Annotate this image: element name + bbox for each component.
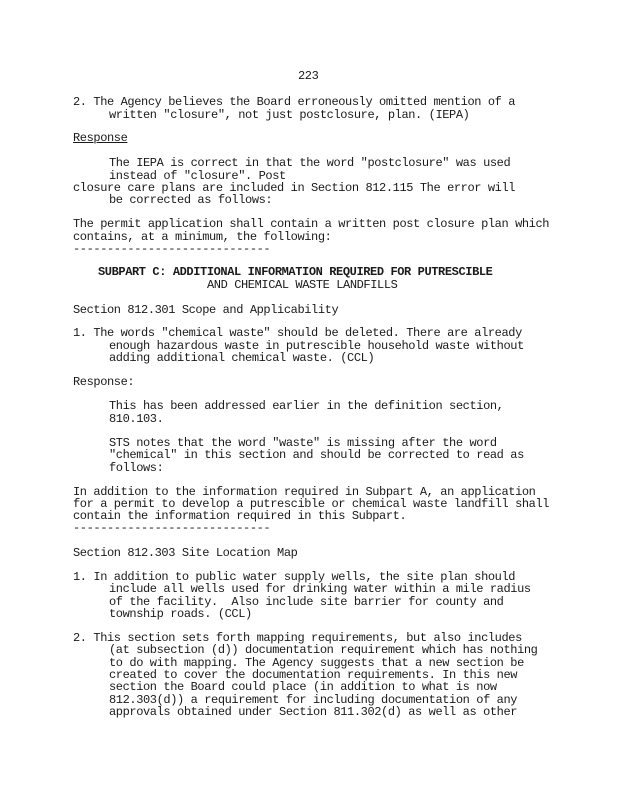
comment-2-line-2: written "closure", not just postclosure, plan. (IEPA) [109,108,470,122]
sec301-comment-line-2: enough hazardous waste in putrescible household waste without [109,339,524,353]
sec303-comment-2-line-7: approvals obtained under Section 811.302(d) as well as other [109,705,518,719]
sec301-amendment-rule: ----------------------------- [73,521,271,535]
response-line-2: instead of "closure". Post [109,169,286,183]
response-heading: Response [73,131,128,145]
amendment-rule: ----------------------------- [73,242,271,256]
sec303-comment-2-line-2: (at subsection (d)) documentation requirement which has nothing [109,643,538,657]
sec303-comment-1-line-2: include all wells used for drinking water within a mile radius [109,582,531,596]
amendment-line-1: The permit application shall contain a written post closure plan which [73,217,550,231]
comment-2-line-1: 2. The Agency believes the Board erroneously omitted mention of a [73,95,516,109]
sec303-comment-2-line-3: to do with mapping. The Agency suggests that a new section be [109,656,524,670]
page-number: 223 [298,69,319,83]
sec303-comment-2-line-6: 812.303(d)) a requirement for including documentation of any [109,693,518,707]
sec301-amendment-line-3: contain the information required in this Subpart. [73,509,407,523]
subpart-subtitle: AND CHEMICAL WASTE LANDFILLS [207,278,398,292]
sts-note-line-3: follows: [109,461,164,475]
sec301-response-line-1: This has been addressed earlier in the definition section, [109,399,504,413]
sts-note-line-1: STS notes that the word "waste" is missing after the word [109,436,497,450]
sec301-comment-line-1: 1. The words "chemical waste" should be deleted. There are already [73,326,522,340]
response-line-3: closure care plans are included in Section 812.115 The error will [73,181,516,195]
sec301-comment-line-3: adding additional chemical waste. (CCL) [109,351,375,365]
sec301-amendment-line-1: In addition to the information required in Subpart A, an application [73,485,536,499]
sec303-comment-2-line-5: section the Board could place (in addition to what is now [109,680,497,694]
amendment-line-2: contains, at a minimum, the following: [73,230,332,244]
sts-note-line-2: "chemical" in this section and should be corrected to read as [109,448,524,462]
sec303-comment-1-line-1: 1. In addition to public water supply wells, the site plan should [73,570,516,584]
sec301-response-heading: Response: [73,375,135,389]
sec303-comment-2-line-1: 2. This section sets forth mapping requirements, but also includes [73,631,522,645]
sec301-response-line-2: 810.103. [109,412,164,426]
sec301-amendment-line-2: for a permit to develop a putrescible or chemical waste landfill shall [73,497,550,511]
section-812-301-title: Section 812.301 Scope and Applicability [73,303,339,317]
response-line-1: The IEPA is correct in that the word "postclosure" was used [109,156,511,170]
section-812-303-title: Section 812.303 Site Location Map [73,546,298,560]
response-line-4: be corrected as follows: [109,193,273,207]
sec303-comment-2-line-4: created to cover the documentation requirements. In this new [109,668,518,682]
sec303-comment-1-line-4: township roads. (CCL) [109,607,252,621]
sec303-comment-1-line-3: of the facility. Also include site barrier for county and [109,595,504,609]
subpart-title: SUBPART C: ADDITIONAL INFORMATION REQUIRED FOR PUTRESCIBLE [98,265,493,279]
